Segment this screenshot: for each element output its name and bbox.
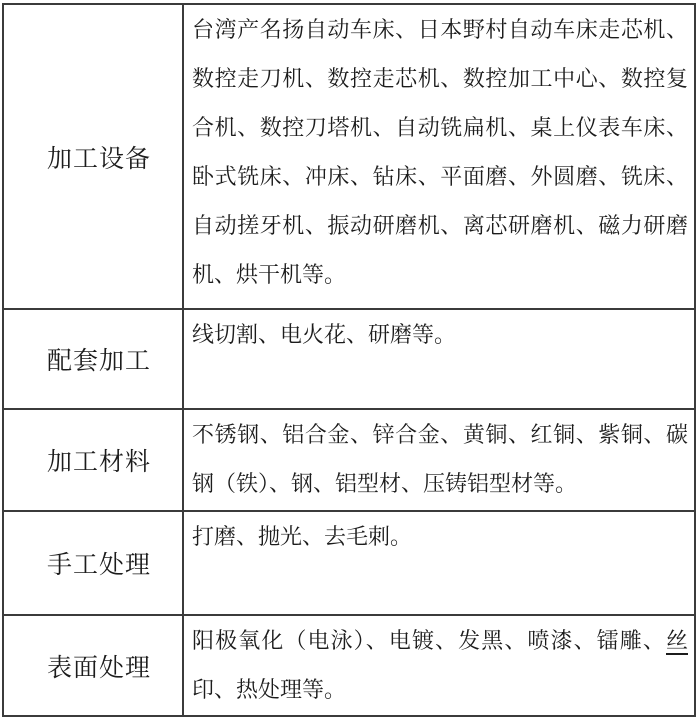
table-row-materials	[4, 410, 694, 512]
row-content-text: 台湾产名扬自动车床、日本野村自动车床走芯机、数控走刀机、数控走芯机、数控加工中心、数控复合机、数控刀塔机、自动铣扁机、桌上仪表车床、卧式铣床、冲床、钻床、平面磨、外圆磨、铣床、自动搓牙机、振动研磨机、离芯研磨机、磁力研磨机、烘干机等。	[192, 17, 688, 287]
row-content-text: 印、热处理等。	[192, 677, 347, 702]
table-row-manual	[4, 512, 694, 616]
row-content-surface	[184, 616, 694, 715]
row-content-manual	[184, 512, 694, 614]
row-label-text: 手工处理	[46, 552, 151, 579]
row-content-text: 阳极氧化（电泳）、电镀、发黑、喷漆、镭雕、	[192, 628, 666, 653]
row-content-text: 线切割、电火花、研磨等。	[192, 322, 457, 347]
row-label-equipment	[4, 5, 184, 308]
row-label-manual	[4, 512, 184, 614]
row-label-text: 加工材料	[46, 449, 151, 476]
underlined-char: 丝	[665, 628, 688, 653]
table-row-surface	[4, 616, 694, 715]
row-label-text: 加工设备	[46, 145, 151, 173]
row-content-text: 打磨、抛光、去毛刺。	[192, 524, 413, 549]
row-content-materials	[184, 410, 694, 510]
row-label-support	[4, 310, 184, 408]
row-content-text: 不锈钢、铝合金、锌合金、黄铜、红铜、紫铜、碳钢（铁）、钢、铝型材、压铸铝型材等。	[192, 422, 688, 496]
row-label-materials	[4, 410, 184, 510]
table-row-equipment	[4, 5, 694, 310]
row-label-text: 表面处理	[46, 654, 151, 682]
capability-table	[2, 3, 696, 717]
row-label-surface	[4, 616, 184, 715]
row-content-support	[184, 310, 694, 408]
table-row-support	[4, 310, 694, 410]
row-label-text: 配套加工	[46, 348, 151, 375]
row-content-equipment	[184, 5, 694, 308]
